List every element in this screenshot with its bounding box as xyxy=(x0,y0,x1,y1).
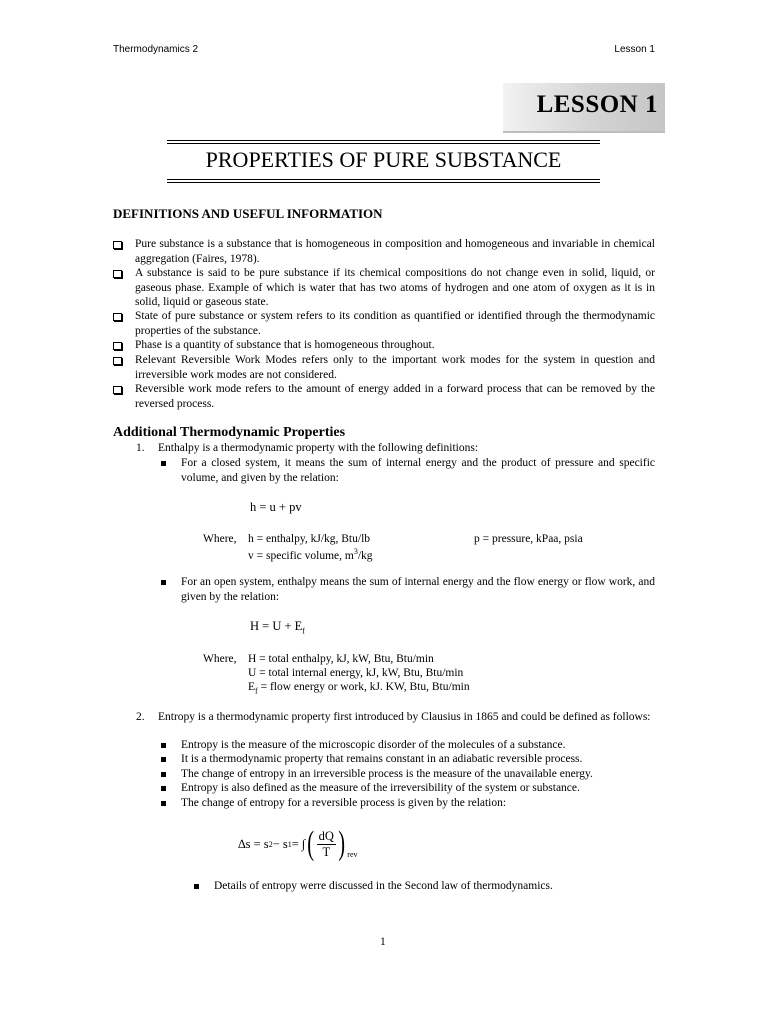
bullet-square-icon xyxy=(161,801,166,806)
bullet-square-icon xyxy=(161,786,166,791)
title-rule-top-1 xyxy=(167,140,600,141)
bullet-box-icon xyxy=(113,386,122,394)
bullet-square-icon xyxy=(194,884,199,889)
where-H: H = total enthalpy, kJ, kW, Btu, Btu/min xyxy=(248,653,434,665)
entropy-point: It is a thermodynamic property that remains constant in an adiabatic reversible process. xyxy=(181,753,583,765)
definition-item: A substance is said to be pure substance if its chemical compositions do not change even in solid, liquid, or gaseous phase. Example of which is water that has two atoms of hydrogen and one atom of oxygen as it is in solid, liquid or gaseous state. xyxy=(135,267,655,308)
where-p: p = pressure, kPaa, psia xyxy=(474,533,583,545)
entropy-point: Entropy is the measure of the microscopic disorder of the molecules of a substance. xyxy=(181,739,566,751)
where-U: U = total internal energy, kJ, kW, Btu, Btu/min xyxy=(248,667,464,679)
lesson-label: LESSON 1 xyxy=(536,91,658,118)
page-title: PROPERTIES OF PURE SUBSTANCE xyxy=(205,147,562,172)
item-number: 1. xyxy=(136,442,145,454)
entropy-point: Entropy is also defined as the measure of the irreversibility of the system or substance. xyxy=(181,782,580,794)
bullet-square-icon xyxy=(161,757,166,762)
where-v: v = specific volume, $m^3/kg$ xyxy=(248,547,373,562)
title-rule-bottom-2 xyxy=(167,182,600,183)
bullet-box-icon xyxy=(113,313,122,321)
enthalpy-open-system: For an open system, enthalpy means the sum of internal energy and the flow energy or flow work, and given by the relation: xyxy=(181,576,655,603)
definition-item: State of pure substance or system refers to its condition as quantified or identified through the thermodynamic properties of the substance. xyxy=(135,310,655,337)
item-number: 2. xyxy=(136,711,145,723)
section-heading-definitions: DEFINITIONS AND USEFUL INFORMATION xyxy=(113,206,383,221)
bullet-box-icon xyxy=(113,342,122,350)
entropy-point: The change of entropy for a reversible process is given by the relation: xyxy=(181,797,507,809)
entropy-intro: Entropy is a thermodynamic property first introduced by Clausius in 1865 and could be defined as follows: xyxy=(158,711,651,723)
where-label: Where, xyxy=(203,653,237,665)
bullet-box-icon xyxy=(113,241,122,249)
bullet-square-icon xyxy=(161,743,166,748)
equation-total-enthalpy: $H = U + E_f$ xyxy=(250,619,305,636)
where-h: h = enthalpy, kJ/kg, Btu/lb xyxy=(248,533,371,545)
title-rule-bottom-1 xyxy=(167,179,600,180)
title-rule-top-2 xyxy=(167,143,600,144)
bullet-square-icon xyxy=(161,580,166,585)
page-number: 1 xyxy=(380,936,386,948)
definition-item: Phase is a quantity of substance that is homogeneous throughout. xyxy=(135,339,435,351)
entropy-point: The change of entropy in an irreversible process is the measure of the unavailable energy. xyxy=(181,768,593,780)
equation-entropy: ∆s = s 2 − s 1 = ∫ ( $\frac{dQ}{T}$ ) $_{rev}$ xyxy=(238,825,358,862)
bullet-square-icon xyxy=(161,461,166,466)
definition-item: Relevant Reversible Work Modes refers only to the important work modes for the system in question and irreversible work modes are not considered. xyxy=(135,354,655,381)
enthalpy-closed-system: For a closed system, it means the sum of internal energy and the product of pressure and specific volume, and given by the relation: xyxy=(181,457,655,484)
enthalpy-intro: Enthalpy is a thermodynamic property with the following definitions: xyxy=(158,442,479,454)
definition-item: Reversible work mode refers to the amount of energy added in a forward process that can be removed by the reversed process. xyxy=(135,383,655,410)
section-heading-additional: Additional Thermodynamic Properties xyxy=(113,425,346,440)
bullet-square-icon xyxy=(161,772,166,777)
bullet-box-icon xyxy=(113,357,122,365)
definition-item: Pure substance is a substance that is homogeneous in composition and homogeneous and invariable in chemical aggregation (Faires, 1978). xyxy=(135,238,655,265)
header-left: Thermodynamics 2 xyxy=(113,44,199,55)
equation-enthalpy: h = u + pv xyxy=(250,500,302,514)
header-right: Lesson 1 xyxy=(614,44,655,55)
where-Ef: $E_f$ = flow energy or work, kJ. KW, Btu, Btu/min xyxy=(248,681,470,696)
entropy-detail: Details of entropy werre discussed in the Second law of thermodynamics. xyxy=(214,880,553,892)
where-label: Where, xyxy=(203,533,237,545)
bullet-box-icon xyxy=(113,270,122,278)
